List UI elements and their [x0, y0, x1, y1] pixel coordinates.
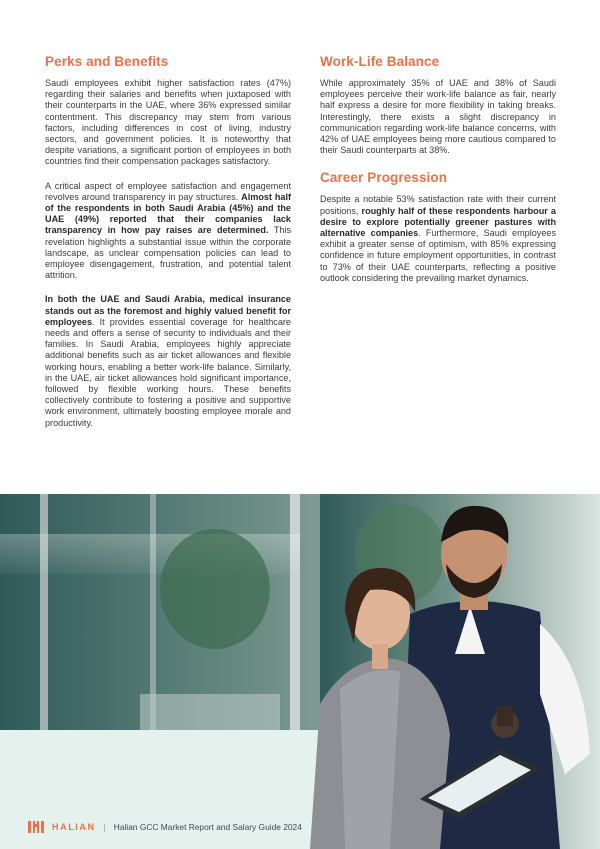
- left-column: [45, 54, 291, 442]
- perks-paragraph-2: A critical aspect of employee satisfaction and engagement revolves around transparency in pay structures. Almost half of the respondents in both Saudi Arabia (45%) and the UAE (49%) reported that their companies lack transparency in how pay raises are determined. This revelation highlights a substantial issue within the corporate landscape, as unclear compensation policies can lead to employee disengagement, frustration, and potential talent attrition.: [45, 180, 292, 281]
- document-title: Halian GCC Market Report and Salary Guide 2024: [113, 822, 302, 832]
- work-life-balance-paragraph: While approximately 35% of UAE and 38% of Saudi employees perceive their work-life balance as fair, nearly half express a desire for more flexibility in taking breaks. Interestingly, there exists a slight discrepancy in communication regarding work-life balance concerns, with 42% of UAE employees being more cautious compared to their Saudi counterparts at 38%.: [320, 78, 556, 156]
- right-column: [320, 54, 556, 297]
- perks-paragraph-1: Saudi employees exhibit higher satisfaction rates (47%) regarding their salaries and benefits when juxtaposed with their counterparts in the UAE, where 36% expressed similar contentment. This discrepancy may stem from various factors, including differences in cost of living, industry sectors, and government policies. It is noteworthy that despite variations, a significant portion of employees in both countries find their compensation packages satisfactory.: [45, 78, 291, 167]
- footer-separator: |: [103, 822, 106, 832]
- work-life-balance-title: Work-Life Balance: [320, 54, 440, 69]
- footer: [28, 818, 302, 836]
- perks-title: Perks and Benefits: [45, 54, 169, 69]
- career-progression-paragraph: Despite a notable 53% satisfaction rate with their current positions, roughly half of these respondents harbour a desire to explore potentially greener pastures with alternative companies. Furthermore, Saudi employees exhibit a greater sense of optimism, with 85% expressing confidence in future employment opportunities, in contrast to 73% of their UAE counterparts, reflecting a positive outlook considering the prevailing market dynamics.: [320, 194, 556, 283]
- office-photo-illustration: [0, 494, 600, 849]
- halian-logo-icon: [28, 821, 44, 833]
- perks-paragraph-3: In both the UAE and Saudi Arabia, medical insurance stands out as the foremost and highly valued benefit for employees. It provides essential coverage for healthcare needs and offers a sense of security to individuals and their families. In Saudi Arabia, employees highly appreciate additional benefits such as air ticket allowances and flexible working hours, enabling a better work-life balance. Similarly, in the UAE, air ticket allowances hold significant importance, followed by flexible working hours. These benefits collectively contribute to fostering a positive and supportive work environment, ultimately boosting employee morale and productivity.: [45, 294, 291, 428]
- office-photo: [0, 494, 600, 849]
- brand-name: HALIAN: [52, 822, 96, 832]
- career-progression-title: Career Progression: [320, 170, 448, 186]
